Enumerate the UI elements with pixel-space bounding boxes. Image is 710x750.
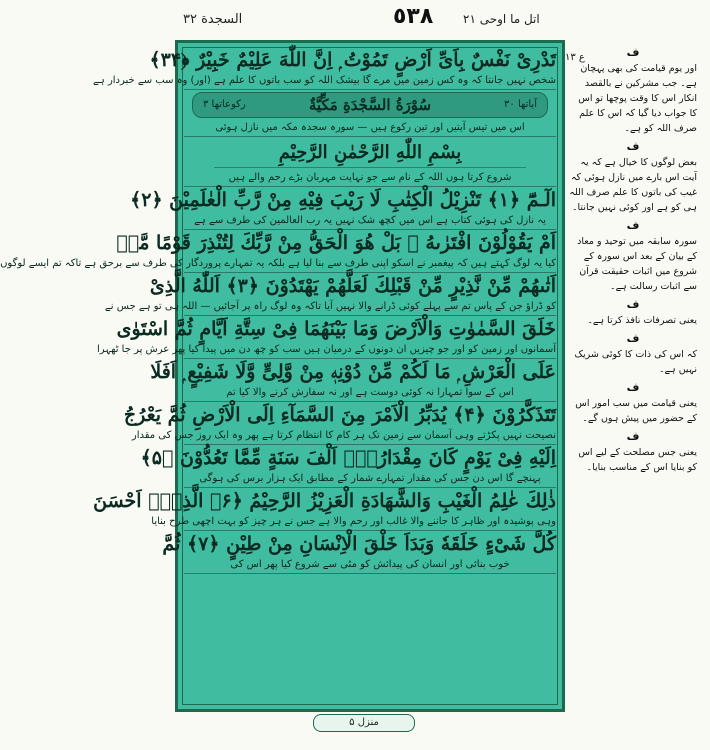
arabic-line: تَتَذَكَّرُوْنَ ﴿۴﴾ یُدَبِّرُ الْاَمْرَ مِنَ السَّمَآءِ اِلَی الْاَرْضِ ثُمَّ یَعْرُجُ [123, 404, 556, 426]
translation-line: پہنچے گا اس دن جس کی مقدار تمہارے شمار کے مطابق ایک ہزار برس کی ہوگی [184, 471, 556, 488]
commentary-note: کہ اس کی ذات کا کوئی شریک نہیں ہے۔ [574, 349, 697, 375]
translation-line: کیا یہ لوگ کہتے ہیں کہ پیغمبر نے اسکو اپنی طرف سے بنا لیا ہے بلکہ یہ تمہارے پروردگار کی طرف سے برحق ہے تاکہ تم ایسے لوگوں [184, 256, 556, 273]
arabic-line: اِلَیْهِ فِیْ یَوْمٍ كَانَ مِقْدَارُهٗۤ اَلْفَ سَنَةٍ مِّمَّا تَعُدُّوْنَ ﴿۵﴾ [140, 447, 556, 469]
commentary-note: اور یوم قیامت کی بھی پہچان ہے۔ جب مشرکین نے بالقصد انکار اس کا وقت پوچھا تو اس کا جواب دیا گیا کہ اس کا علم صرف اللہ کو ہے۔ [578, 63, 697, 134]
ruku-marker: ع ١٣ [565, 52, 585, 63]
basmala: بِسْمِ اللّٰهِ الرَّحْمٰنِ الرَّحِیْمِ [214, 139, 526, 168]
arabic-line: كُلَّ شَیْءٍ خَلَقَهٗ وَبَدَاَ خَلْقَ الْاِنْسَانِ مِنْ طِیْنٍ ﴿۷﴾ ثُمَّ [162, 533, 556, 555]
manzil-footer: منزل ۵ [313, 714, 415, 732]
arabic-line: اَتٰىهُمْ مِّنْ نَّذِیْرٍ مِّنْ قَبْلِكَ لَعَلَّهُمْ یَهْتَدُوْنَ ﴿۳﴾ اَللّٰهُ الَّذِیْ [149, 275, 556, 297]
surah-label: السجدة ٣٢ [183, 12, 243, 27]
commentary-note: سورہ سابقہ میں توحید و معاد کے بیان کے بعد اس سورہ کے شروع میں اثبات حقیقت قرآن سے اثبات رسالت ہے۔ [577, 236, 697, 292]
commentary-note: یعنی جس مصلحت کے لیے اس کو بنایا اس کے مناسب بنایا۔ [578, 447, 697, 473]
quran-text-panel [0, 40, 565, 712]
note-marker: ف [626, 219, 640, 232]
note-marker: ف [626, 332, 640, 345]
page-number: ٥٣٨ [393, 4, 434, 29]
translation-line: وہی پوشیدہ اور ظاہر کا جاننے والا غالب اور رحم والا ہے جس نے ہر چیز کو بہت اچھی طرح بنایا [184, 514, 556, 531]
surah-banner [192, 92, 548, 118]
commentary-note: بعض لوگوں کا خیال ہے کہ یہ آیت اس بارے میں نازل ہوئی کہ غیب کی باتوں کا علم صرف اللہ ہی کو ہے اور کوئی نہیں جانتا۔ [569, 157, 697, 213]
translation-line: کو ڈراؤ جن کے پاس تم سے پہلے کوئی ڈرانے والا نہیں آیا تاکہ وہ لوگ راہ پر آجائیں — اللہ ہی تو ہے جس نے [184, 299, 556, 316]
note-marker: ف [626, 381, 640, 394]
page-header [163, 0, 710, 40]
translation-line: شخص نہیں جانتا کہ وہ کس زمین میں مرے گا بیشک اللہ کو سب باتوں کا علم ہے (اور) وہ سب سے خبردار ہے [184, 73, 556, 90]
translation-line: خوب بنائی اور انسان کی پیدائش کو مٹی سے شروع کیا پھر اس کی [184, 557, 556, 574]
arabic-line: ذٰلِكَ عٰلِمُ الْغَیْبِ وَالشَّهَادَةِ الْعَزِیْزُ الرَّحِیْمُ ﴿۶﴾ الَّذِیْۤ اَحْسَنَ [93, 490, 556, 512]
translation-line: اس کے سوا تمہارا نہ کوئی دوست ہے اور نہ سفارش کرنے والا کیا تم [184, 385, 556, 402]
arabic-line: تَدْرِیْ نَفْسٌ بِاَیِّ اَرْضٍ تَمُوْتُ ۭ اِنَّ اللّٰهَ عَلِیْمٌ خَبِیْرٌ ﴿۳۴﴾ [149, 49, 556, 71]
ruku-count: رکوعاتھا ٣ [203, 99, 246, 110]
commentary-note: یعنی قیامت میں سب امور اس کے حضور میں پیش ہوں گے۔ [575, 398, 697, 424]
translation-line: آسمانوں اور زمین کو اور جو چیزیں ان دونوں کے درمیان ہیں سب کو چھ دن میں پیدا کیا پھر عرش پر جا ٹھہرا [184, 342, 556, 359]
note-marker: ف [626, 140, 640, 153]
translation-line: یہ نازل کی ہوئی کتاب ہے اس میں کچھ شک نہیں یہ رب العالمین کی طرف سے ہے [184, 213, 556, 230]
translation-line: نصیحت نہیں پکڑتے وہی آسمان سے زمین تک ہر کام کا انتظام کرتا ہے پھر وہ ایک روز جس کی مقدار [184, 428, 556, 445]
arabic-line: خَلَقَ السَّمٰوٰتِ وَالْاَرْضَ وَمَا بَیْنَهُمَا فِیْ سِتَّةِ اَیَّامٍ ثُمَّ اسْتَوٰی [116, 318, 556, 340]
note-marker: ف [626, 430, 640, 443]
surah-intro-line: اس میں تیس آیتیں اور تین رکوع ہیں — سورہ سجدہ مکہ میں نازل ہوئی [184, 120, 556, 137]
note-marker: ف [626, 298, 640, 311]
juz-label: اتل ما اوحی ٢١ [463, 12, 540, 26]
note-marker: ف [626, 46, 640, 59]
arabic-line: عَلَی الْعَرْشِ ۭ مَا لَكُمْ مِّنْ دُوْنِهٖ مِنْ وَّلِیٍّ وَّلَا شَفِیْعٍ ۭ اَفَلَا [150, 361, 556, 383]
surah-title: سُوْرَةُ السَّجْدَةِ مَكِّيَّةٌ [308, 96, 432, 114]
arabic-line: الٓـمّٓ ﴿۱﴾ تَنْزِیْلُ الْكِتٰبِ لَا رَیْبَ فِیْهِ مِنْ رَّبِّ الْعٰلَمِیْنَ ﴿۲﴾ [130, 189, 556, 211]
ayat-count: آیاتھا ٣٠ [504, 99, 537, 110]
basmala-translation: شروع کرتا ہوں اللہ کے نام سے جو نہایت مہربان بڑے رحم والے ہیں [184, 170, 556, 187]
commentary-column [569, 44, 697, 734]
arabic-line: اَمْ یَقُوْلُوْنَ افْتَرٰىهُ ۚ بَلْ هُوَ الْحَقُّ مِنْ رَّبِّكَ لِتُنْذِرَ قَوْمًا مَّاۤ [116, 232, 556, 254]
commentary-note: یعنی تصرفات نافذ کرتا ہے۔ [587, 315, 697, 326]
